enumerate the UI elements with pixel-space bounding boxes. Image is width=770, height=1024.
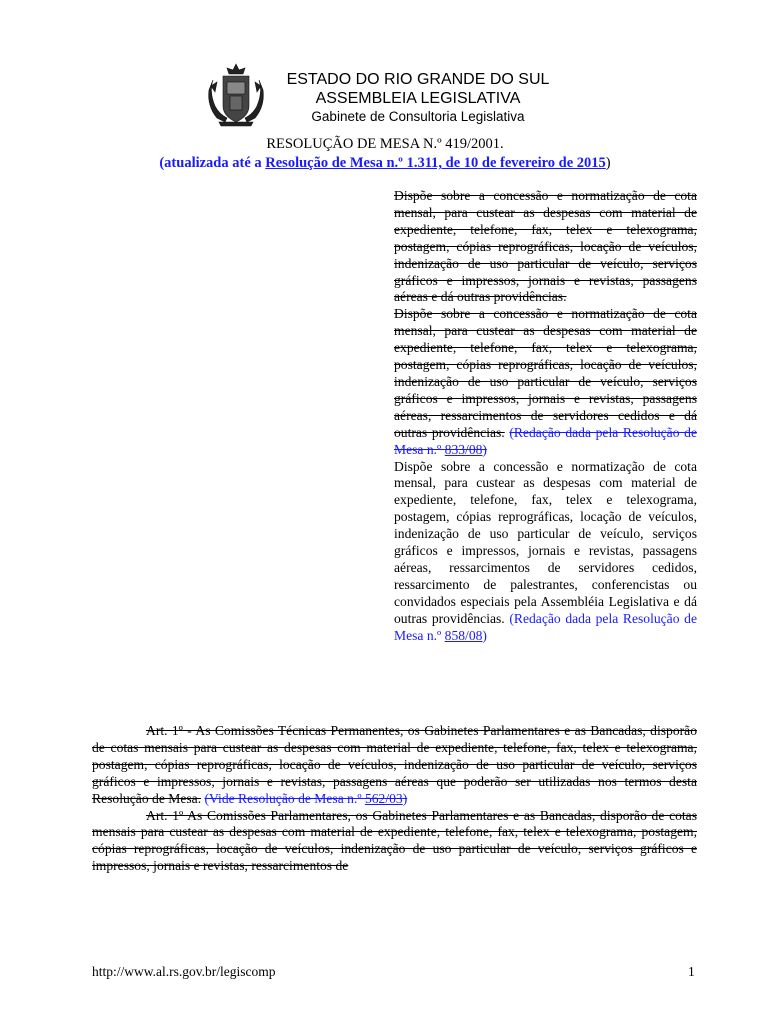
ementa-v2-text: Dispõe sobre a concessão e normatização de cota mensal, para custear as despesas com material de expediente, telefone, fax, telex e telexograma, postagem, cópias reprográficas, locação de veículos, indenização de uso particular de veículo, serviços gráficos e impressos, jornais e revistas, passagens aéreas, ressarcimentos de servidores cedidos e dá outras providências.	[394, 306, 697, 440]
assembly-name: ASSEMBLEIA LEGISLATIVA	[315, 90, 521, 107]
ementa-v3-note-link[interactable]: 858/08	[444, 627, 483, 643]
article-1-amended: Art. 1º As Comissões Parlamentares, os Gabinetes Parlamentares e as Bancadas, disporão de cotas mensais para custear as despesas com material de expediente, telefone, fax, telex e telexograma, postagem, cópias reprográficas, locação de veículos, indenização de uso particular de veículo, serviços gráficos e impressos, jornais e revistas, ressarcimentos de	[92, 807, 697, 874]
ementa-v2-note-prefix: (Redação dada pela Resolução de Mesa n.º	[394, 424, 697, 457]
office-name: Gabinete de Consultoria Legislativa	[311, 109, 525, 124]
ementa-v3-note-prefix: (Redação dada pela Resolução de Mesa n.º	[394, 610, 697, 643]
art1-v1-note	[205, 791, 408, 806]
art1-v1-note-link[interactable]: 562/03	[364, 790, 403, 806]
ementa-v2-note-suffix: )	[482, 441, 487, 457]
articles-body	[92, 723, 697, 875]
resolution-title: RESOLUÇÃO DE MESA N.º 419/2001.	[266, 136, 504, 152]
art1-v1-text: Art. 1º - As Comissões Técnicas Permanentes, os Gabinetes Parlamentares e as Bancadas, disporão de cotas mensais para custear as despesas com material de expediente, telefone, fax, telex e telexograma, postagem, cópias reprográficas, locação de veículos, indenização de uso particular de veículo, serviços gráficos e impressos, jornais e revistas, passagens aéreas que poderão ser utilizadas nos termos desta Resolução de Mesa.	[92, 723, 697, 806]
ementa-original: Dispõe sobre a concessão e normatização de cota mensal, para custear as despesas com material de expediente, telefone, fax, telex e telexograma, postagem, cópias reprográficas, locação de veículos, indenização de uso particular de veículo, serviços gráficos e impressos, jornais e revistas, passagens aéreas e dá outras providências.	[394, 188, 697, 305]
article-1-original	[92, 723, 697, 808]
update-suffix: )	[605, 155, 611, 171]
institution-header	[268, 70, 568, 125]
coat-of-arms-icon	[205, 62, 267, 128]
state-name: ESTADO DO RIO GRANDE DO SUL	[286, 71, 550, 88]
update-note	[0, 155, 770, 172]
page-number: 1	[688, 964, 695, 979]
ementa-current	[394, 459, 697, 645]
art1-v1-note-prefix: (Vide Resolução de Mesa n.º	[204, 790, 365, 806]
update-prefix: (atualizada até a	[159, 155, 266, 171]
art1-v1-note-suffix: )	[402, 790, 408, 806]
update-link[interactable]: Resolução de Mesa n.º 1.311, de 10 de fevereiro de 2015	[265, 155, 606, 171]
footer-url: http://www.al.rs.gov.br/legiscomp	[92, 964, 276, 979]
ementa-v3-text: Dispõe sobre a concessão e normatização de cota mensal, para custear as despesas com material de expediente, telefone, fax, telex e telexograma, postagem, cópias reprográficas, locação de veículos, indenização de uso particular de veículo, serviços gráficos e impressos, jornais e revistas, passagens aéreas, ressarcimentos de servidores cedidos, ressarcimento de palestrantes, conferencistas ou convidados especiais pela Assembléia Legislativa e dá outras providências.	[394, 458, 697, 626]
ementa-block	[394, 188, 697, 644]
ementa-v3-note-suffix: )	[482, 627, 487, 643]
ementa-v2-note-link[interactable]: 833/08	[444, 441, 483, 457]
ementa-amended-1	[394, 306, 697, 458]
